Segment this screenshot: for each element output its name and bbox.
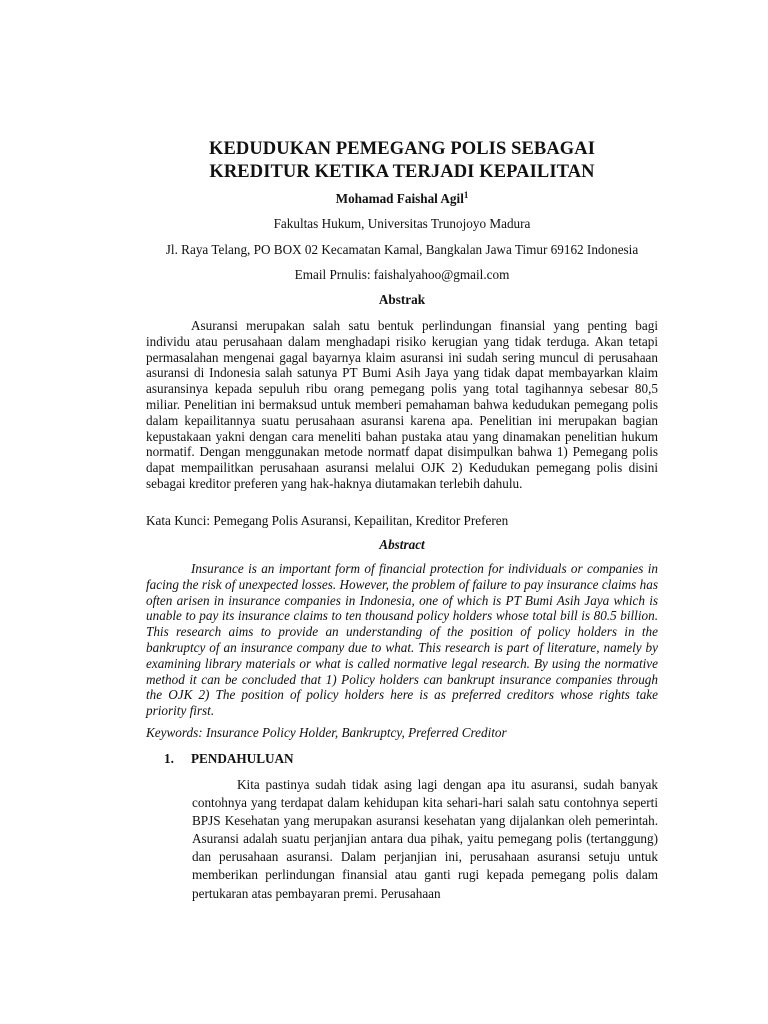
- author-email: Email Prnulis: faishalyahoo@gmail.com: [294, 267, 510, 282]
- pendahuluan-text: Kita pastinya sudah tidak asing lagi dengan apa itu asuransi, sudah banyak contohnya yang terdapat dalam kehidupan kita sehari-hari salah satu contohnya seperti BPJS Kesehatan yang merupakan asuransi kesehatan yang dijalankan oleh pemerintah. Asuransi adalah suatu perjanjian antara dua pihak, yaitu pemegang polis (tertanggung) dan perusahaan asuransi. Dalam perjanjian ini, perusahaan asuransi setuju untuk memberikan perlindungan finansial atau ganti rugi kepada pemegang polis dalam pertukaran atas pembayaran premi. Perusahaan: [192, 777, 658, 901]
- paper-title: [146, 138, 658, 184]
- title-line-2: KREDITUR KETIKA TERJADI KEPAILITAN: [209, 162, 595, 182]
- author-name: [146, 191, 658, 207]
- affiliation: Fakultas Hukum, Universitas Trunojoyo Madura: [273, 216, 531, 231]
- abstract-text: Insurance is an important form of financial protection for individuals or companies in facing the risk of unexpected losses. However, the problem of failure to pay insurance claims has often arisen in insurance companies in Indonesia, one of which is PT Bumi Asih Jaya which is unable to pay its insurance claims to ten thousand policy holders whose total bill is 80.5 billion. This research aims to provide an understanding of the position of policy holders in the bankruptcy of an insurance company due to what. This research is part of literature, namely by examining library materials or what is called normative legal research. By using the normative method it can be concluded that 1) Policy holders can bankrupt insurance companies through the OJK 2) The position of policy holders here is as preferred creditors whose rights take priority first.: [146, 561, 658, 719]
- abstrak-heading: Abstrak: [378, 292, 426, 307]
- keywords: Keywords: Insurance Policy Holder, Bankruptcy, Preferred Creditor: [146, 725, 507, 740]
- section-heading-pendahuluan: [164, 751, 294, 767]
- paper-page: [146, 0, 658, 1024]
- section-title: PENDAHULUAN: [191, 751, 294, 766]
- author-name-text: Mohamad Faishal Agil: [335, 191, 464, 206]
- title-line-1: KEDUDUKAN PEMEGANG POLIS SEBAGAI: [208, 139, 596, 159]
- author-footnote-marker: 1: [463, 190, 469, 200]
- abstract-heading: Abstract: [379, 537, 425, 552]
- address: Jl. Raya Telang, PO BOX 02 Kecamatan Kamal, Bangkalan Jawa Timur 69162 Indonesia: [165, 242, 639, 257]
- kata-kunci: Kata Kunci: Pemegang Polis Asuransi, Kepailitan, Kreditor Preferen: [146, 513, 509, 528]
- abstrak-text: Asuransi merupakan salah satu bentuk perlindungan finansial yang penting bagi individu atau perusahaan dalam menghadapi risiko kerugian yang tidak terduga. Akan tetapi permasalahan mengenai gagal bayarnya klaim asuransi ini sudah sering muncul di perusahaan asuransi di Indonesia salah satunya PT Bumi Asih Jaya yang tidak dapat membayarkan klaim asuransinya kepada sepuluh ribu orang pemegang polis yang total tagihannya sebesar 80,5 miliar. Penelitian ini bermaksud untuk memberi pemahaman bahwa kedudukan pemegang polis dalam kepailitannya suatu perusahaan asuransi karena apa. Penelitian ini merupakan bagian kepustakaan yakni dengan cara meneliti bahan pustaka atau yang dinamakan penelitian hukum normatif. Dengan menggunakan metode normatf dapat disimpulkan bahwa 1) Pemegang polis dapat mempailitkan perusahaan asuransi melalui OJK 2) Kedudukan pemegang polis disini sebagai kreditor preferen yang hak-haknya diutamakan terlebih dahulu.: [146, 318, 658, 491]
- section-number: 1.: [164, 751, 174, 766]
